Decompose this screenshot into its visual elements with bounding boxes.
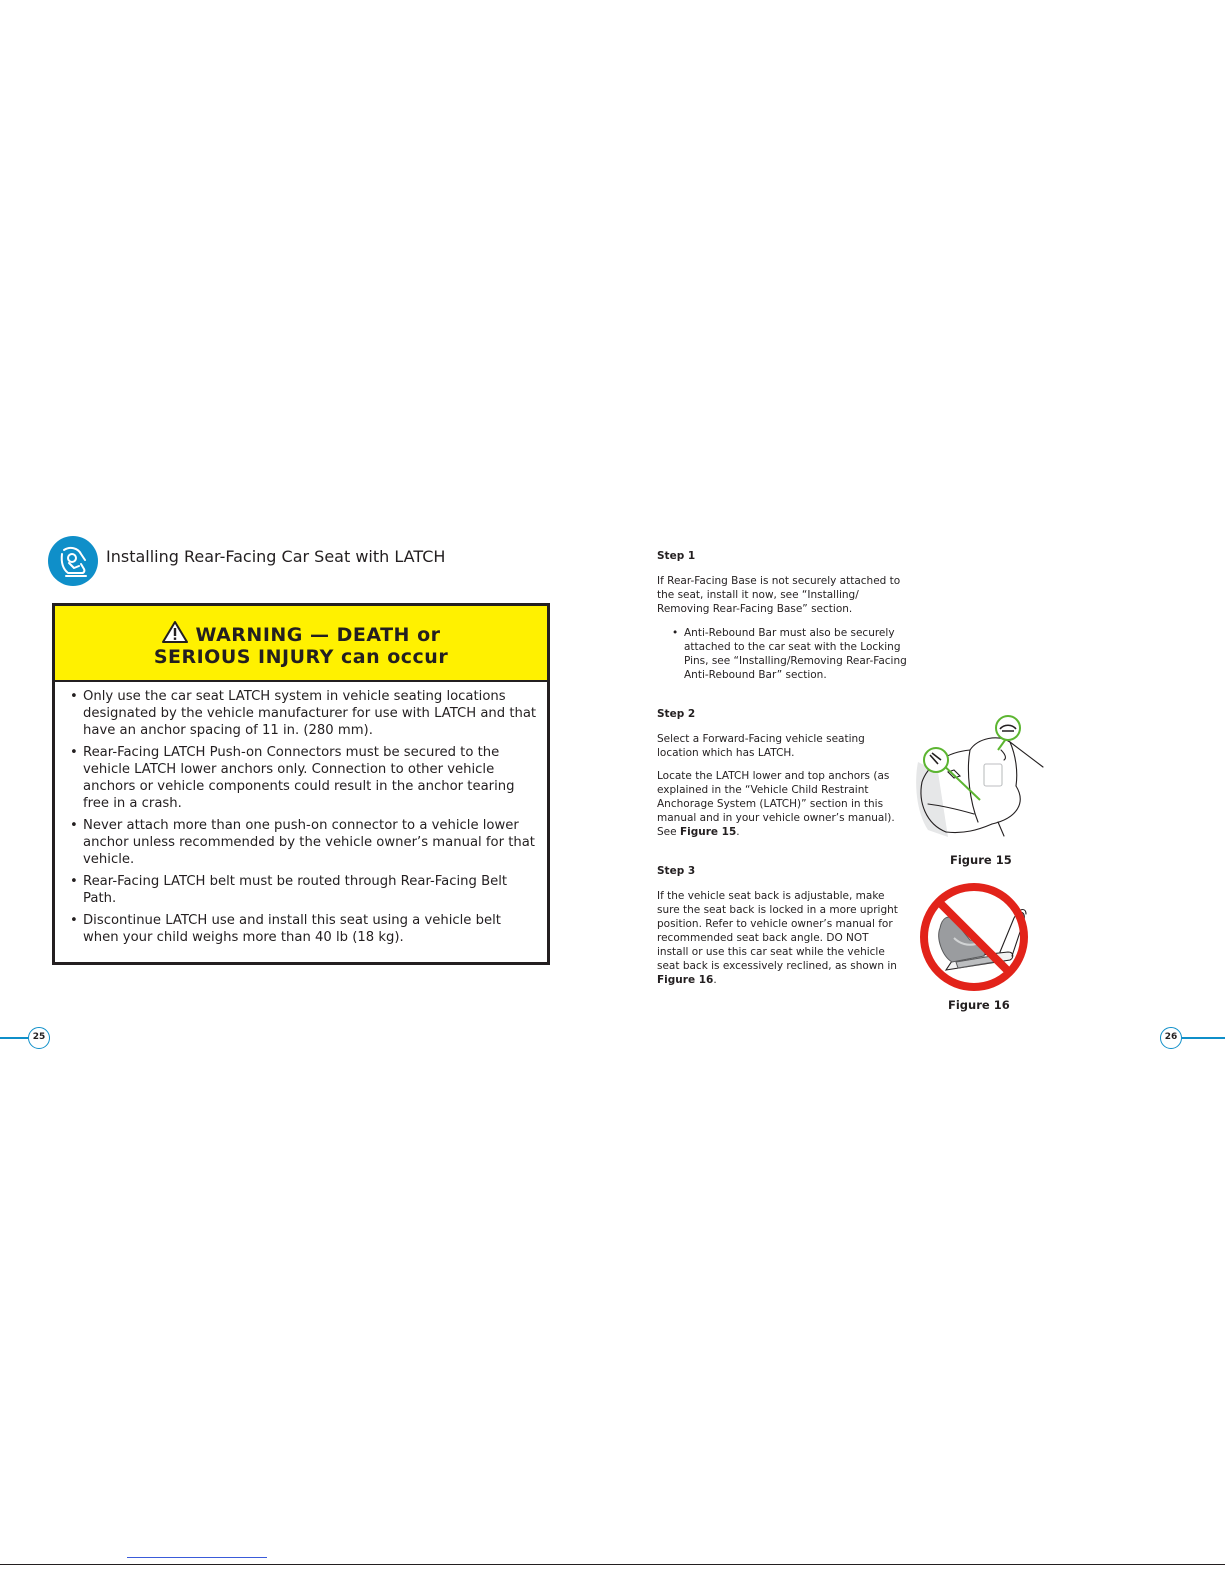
page-rule-left [0, 1037, 28, 1039]
warning-item: • Never attach more than one push-on connector to a vehicle lower anchor unless recommended by the vehicle owner’s manual for that vehicle. [67, 817, 537, 868]
step2-text2-body: Locate the LATCH lower and top anchors (as explained in the “Vehicle Child Restraint Anchorage System (LATCH)” section in this manual and in your vehicle owner’s manual). See [657, 770, 895, 838]
figure16-caption: Figure 16 [948, 998, 1010, 1012]
car-seat-icon [48, 536, 98, 586]
warning-triangle-icon [161, 620, 189, 644]
warning-box [52, 603, 550, 965]
warning-list [67, 688, 537, 951]
warning-item: • Only use the car seat LATCH system in vehicle seating locations designated by the vehicle manufacturer for use with LATCH and that have an anchor spacing of 11 in. (280 mm). [67, 688, 537, 739]
figure16-illustration [914, 878, 1034, 996]
warning-heading-line2: SERIOUS INJURY can occur [153, 646, 449, 668]
warning-header [55, 606, 547, 682]
warning-item: • Rear-Facing LATCH belt must be routed through Rear-Facing Belt Path. [67, 873, 537, 907]
figure15-illustration [908, 712, 1048, 847]
step3-title: Step 3 [657, 865, 696, 877]
step2-title: Step 2 [657, 708, 696, 720]
page-number-right: 26 [1160, 1027, 1182, 1049]
step1-bullet: • Anti-Rebound Bar must also be securely attached to the car seat with the Locking Pins, see “Installing/Removing Rear-Facing Anti-Rebound Bar” section. [672, 626, 916, 682]
vehicle-seat-latch-drawing [908, 712, 1048, 847]
figure15-caption: Figure 15 [950, 853, 1012, 867]
warning-item: • Discontinue LATCH use and install this seat using a vehicle belt when your child weighs more than 40 lb (18 kg). [67, 912, 537, 946]
step2-text2 [657, 769, 903, 839]
warning-item: • Rear-Facing LATCH Push-on Connectors must be secured to the vehicle LATCH lower anchors only. Connection to other vehicle anchors or vehicle components could result in the anchor tearing free in a crash. [67, 744, 537, 812]
step3-text-end: . [713, 974, 717, 986]
page-number-left: 25 [28, 1027, 50, 1049]
step2-text1: Select a Forward-Facing vehicle seating location which has LATCH. [657, 733, 865, 759]
car-seat-glyph [48, 536, 98, 586]
figure16-reference: Figure 16 [657, 974, 714, 986]
warning-heading-line1 [55, 620, 547, 646]
step1-text: If Rear-Facing Base is not securely attached to the seat, install it now, see “Installing/ Removing Rear-Facing Base” section. [657, 575, 901, 615]
bottom-rule [0, 1564, 1225, 1565]
step3-text [657, 889, 903, 987]
warning-line1-text: WARNING — DEATH or [195, 624, 441, 646]
section-title: Installing Rear-Facing Car Seat with LATCH [106, 547, 446, 566]
step3-text-body: If the vehicle seat back is adjustable, make sure the seat back is locked in a more upright position. Refer to vehicle owner’s manual for recommended seat back angle. DO NOT install or use this car seat while the vehicle seat back is excessively reclined, as shown in [657, 890, 898, 972]
step2-text2-end: . [736, 826, 740, 838]
step1-title: Step 1 [657, 550, 696, 562]
bottom-blue-line [127, 1557, 267, 1558]
figure15-reference: Figure 15 [679, 826, 737, 838]
page-rule-right [1182, 1037, 1225, 1039]
reclined-seat-prohibited-drawing [914, 878, 1034, 996]
